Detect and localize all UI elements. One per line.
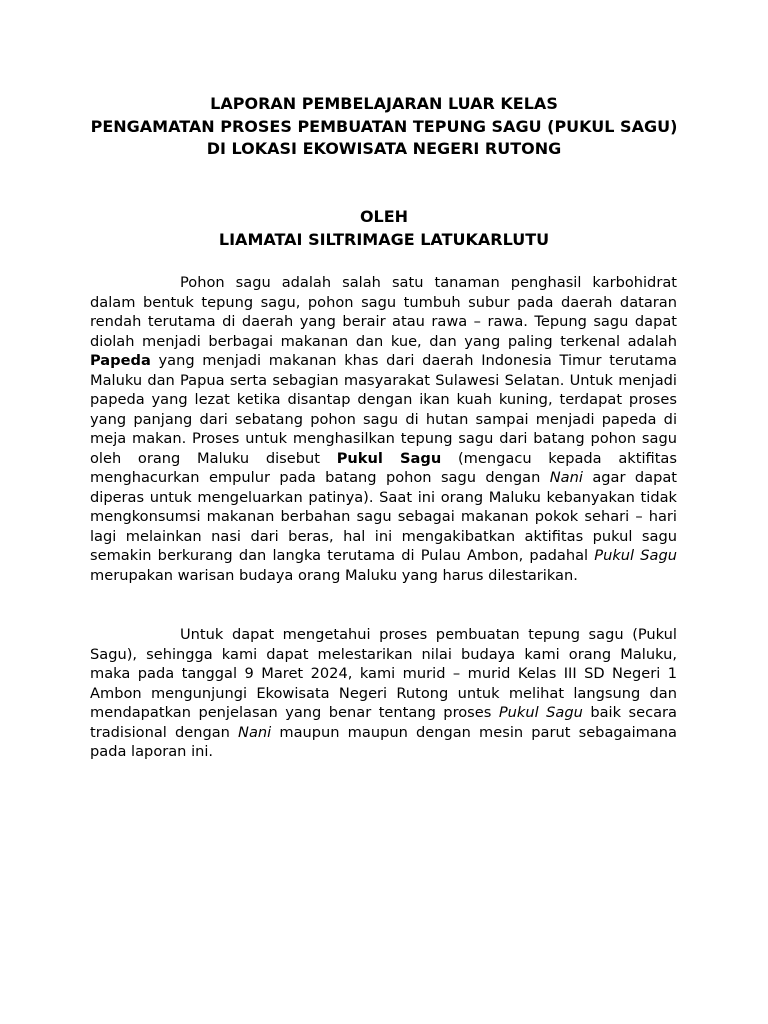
p1-pukul-sagu-bold: Pukul Sagu bbox=[336, 449, 442, 467]
title-line-2: PENGAMATAN PROSES PEMBUATAN TEPUNG SAGU (PUKUL SAGU) bbox=[90, 116, 678, 136]
p1-text-1: Pohon sagu adalah salah satu tanaman penghasil karbohidrat dalam bentuk tepung sagu, pohon sagu tumbuh subur pada daerah dataran rendah terutama di daerah yang berair atau rawa – rawa. Tepung sagu dapat diolah menjadi berbagai makanan dan kue, dan yang paling terkenal adalah bbox=[90, 274, 677, 350]
p2-pukul-sagu-italic: Pukul Sagu bbox=[498, 704, 583, 721]
by-label: OLEH bbox=[359, 207, 409, 226]
p2-nani-italic: Nani bbox=[238, 723, 272, 741]
p1-text-3: (mengacu kepada aktifitas menghacurkan empulur pada batang pohon sagu dengan bbox=[90, 449, 677, 486]
author-name: LIAMATAI SILTRIMAGE LATUKARLUTU bbox=[218, 229, 550, 249]
p2-text-3: maupun maupun dengan mesin parut sebagaimana pada laporan ini. bbox=[90, 723, 677, 760]
p2-text-2: baik secara tradisional dengan bbox=[90, 704, 677, 741]
title-line-3: DI LOKASI EKOWISATA NEGERI RUTONG bbox=[206, 139, 562, 159]
p1-text-5: merupakan warisan budaya orang Maluku yang harus dilestarikan. bbox=[90, 566, 578, 584]
p1-text-2: yang menjadi makanan khas dari daerah Indonesia Timur terutama Maluku dan Papua serta sebagian masyarakat Sulawesi Selatan. Untuk menjadi papeda yang lezat ketika disantap dengan ikan kuah kuning, terdapat proses yang panjang dari sebatang pohon sagu di hutan sampai menjadi papeda di meja makan. Proses untuk menghasilkan tepung sagu dari batang pohon sagu oleh orang Maluku disebut bbox=[90, 352, 677, 467]
title-line-1: LAPORAN PEMBELAJARAN LUAR KELAS bbox=[210, 94, 558, 113]
paragraph-1 bbox=[90, 273, 677, 585]
p1-papeda-bold: Papeda bbox=[90, 352, 151, 369]
p2-text-1: Untuk dapat mengetahui proses pembuatan tepung sagu (Pukul Sagu), sehingga kami dapat melestarikan nilai budaya kami orang Maluku, maka pada tanggal 9 Maret 2024, kami murid – murid Kelas III SD Negeri 1 Ambon mengunjungi Ekowisata Negeri Rutong untuk melihat langsung dan mendapatkan penjelasan yang benar tentang proses bbox=[90, 626, 677, 721]
paragraph-2 bbox=[90, 625, 677, 762]
p1-text-4: agar dapat diperas untuk mengeluarkan patinya). Saat ini orang Maluku kebanyakan tidak mengkonsumsi makanan berbahan sagu sebagai makanan pokok sehari – hari lagi melainkan nasi dari beras, hal ini mengakibatkan aktifitas pukul sagu semakin berkurang dan langka terutama di Pulau Ambon, padahal bbox=[90, 469, 677, 564]
p1-pukul-sagu-italic: Pukul Sagu bbox=[594, 547, 677, 564]
author-block bbox=[90, 206, 678, 251]
report-title bbox=[90, 93, 678, 161]
p1-nani-italic: Nani bbox=[549, 469, 583, 486]
